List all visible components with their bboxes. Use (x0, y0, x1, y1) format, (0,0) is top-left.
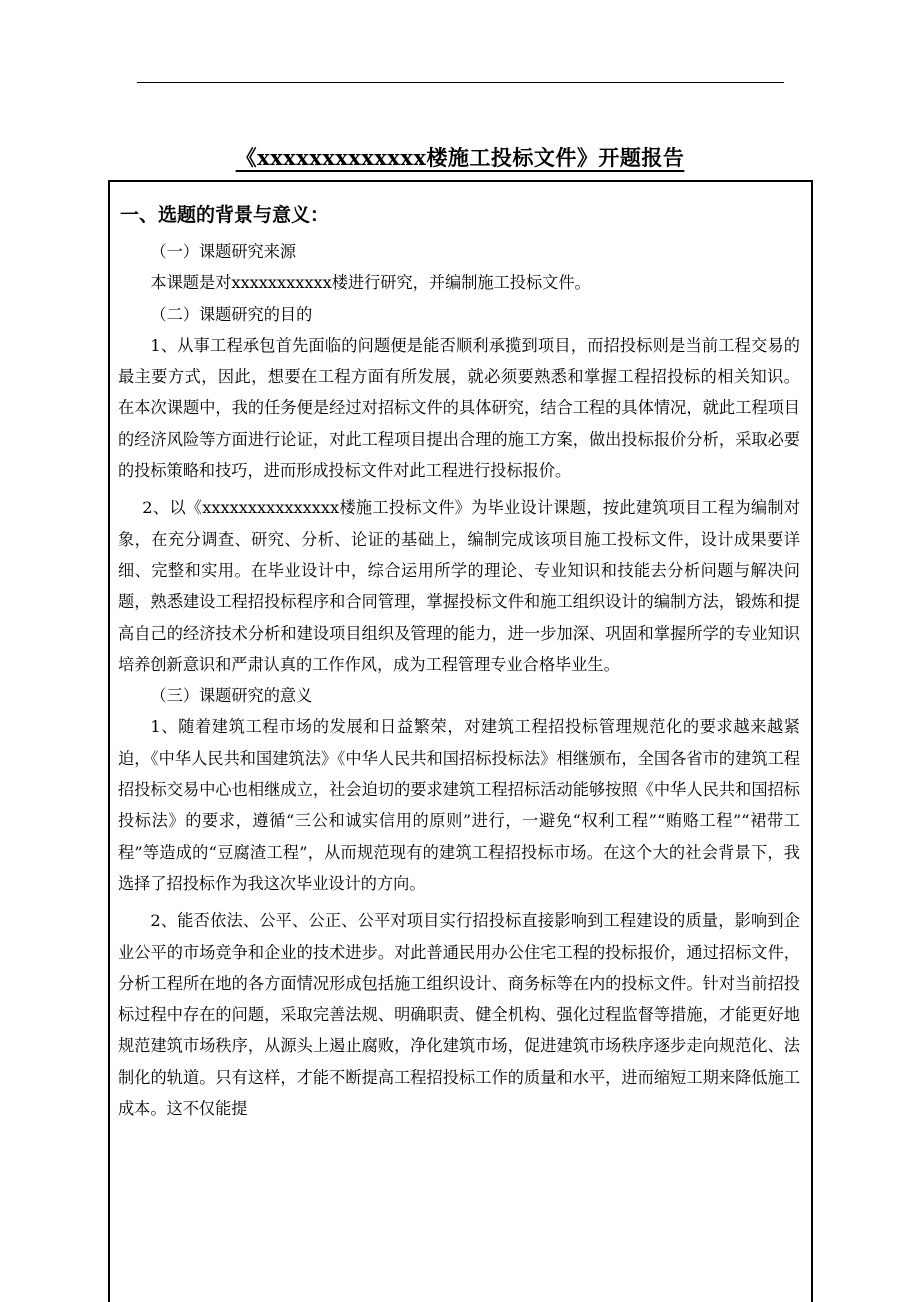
header-rule (137, 82, 784, 83)
paragraph-meaning-2: 2、能否依法、公平、公正、公平对项目实行招投标直接影响到工程建设的质量，影响到企业公平的市场竞争和企业的技术进步。对此普通民用办公住宅工程的投标报价，通过招标文件，分析工程所在地的各方面情况形成包括施工组织设计、商务标等在内的投标文件。针对当前招投标过程中存在的问题，采取完善法规、明确职责、健全机构、强化过程监督等措施，才能更好地规范建筑市场秩序，从源头上遏止腐败，净化建筑市场，促进建筑市场秩序逐步走向规范化、法制化的轨道。只有这样，才能不断提高工程招投标工作的质量和水平，进而缩短工期来降低施工成本。这不仅能提 (118, 911, 800, 1119)
paragraph-purpose-1: 1、从事工程承包首先面临的问题便是能否顺利承揽到项目，而招投标则是当前工程交易的最主要方式，因此，想要在工程方面有所发展，就必须要熟悉和掌握工程招投标的相关知识。 在本次课题中，我的任务便是经过对招标文件的具体研究，结合工程的具体情况，就此工程项目的经济风险等方面进行论证，对此工程项目提出合理的施工方案，做出投标报价分析，采取必要的投标策略和技巧，进而形成投标文件对此工程进行投标报价。 (118, 335, 800, 481)
paragraph-meaning-1: 1、随着建筑工程市场的发展和日益繁荣，对建筑工程招投标管理规范化的要求越来越紧迫，《中华人民共和国建筑法》《中华人民共和国招标投标法》相继颁布，全国各省市的建筑工程招投标交易中心也相继成立，社会迫切的要求建筑工程招标活动能够按照《中华人民共和国招标投标法》的要求，遵循“三公和诚实信用的原则”进行，一避免“权利工程”“贿赂工程”“裙带工程”等造成的“豆腐渣工程”，从而规范现有的建筑工程招投标市场。在这个大的社会背景下，我选择了招投标作为我这次毕业设计的方向。 (118, 717, 800, 893)
subheading-purpose: （二）课题研究的目的 (150, 304, 313, 324)
paragraph-purpose-2: 2、以《xxxxxxxxxxxxxxx楼施工投标文件》为毕业设计课题，按此建筑项目工程为编制对象，在充分调查、研究、分析、论证的基础上，编制完成该项目施工投标文件，设计成果要详细、完整和实用。在毕业设计中，综合运用所学的理论、专业知识和技能去分析问题与解决问题，熟悉建设工程招投标程序和合同管理，掌握投标文件和施工组织设计的编制方法，锻炼和提高自己的经济技术分析和建设项目组织及管理的能力，进一步加深、巩固和掌握所学的专业知识培养创新意识和严肃认真的工作作风，成为工程管理专业合格毕业生。 (118, 498, 800, 674)
body-text (118, 236, 800, 1124)
page-title (0, 142, 920, 172)
section-heading: 一、选题的背景与意义： (120, 204, 330, 226)
subheading-source: （一）课题研究来源 (150, 242, 297, 261)
report-table-cell (108, 180, 813, 1302)
paragraph-source: 本课题是对xxxxxxxxxxx楼进行研究，并编制施工投标文件。 (150, 273, 591, 293)
subheading-meaning: （三）课题研究的意义 (150, 686, 313, 706)
title-text: 《xxxxxxxxxxxxx楼施工投标文件》开题报告 (235, 145, 685, 170)
